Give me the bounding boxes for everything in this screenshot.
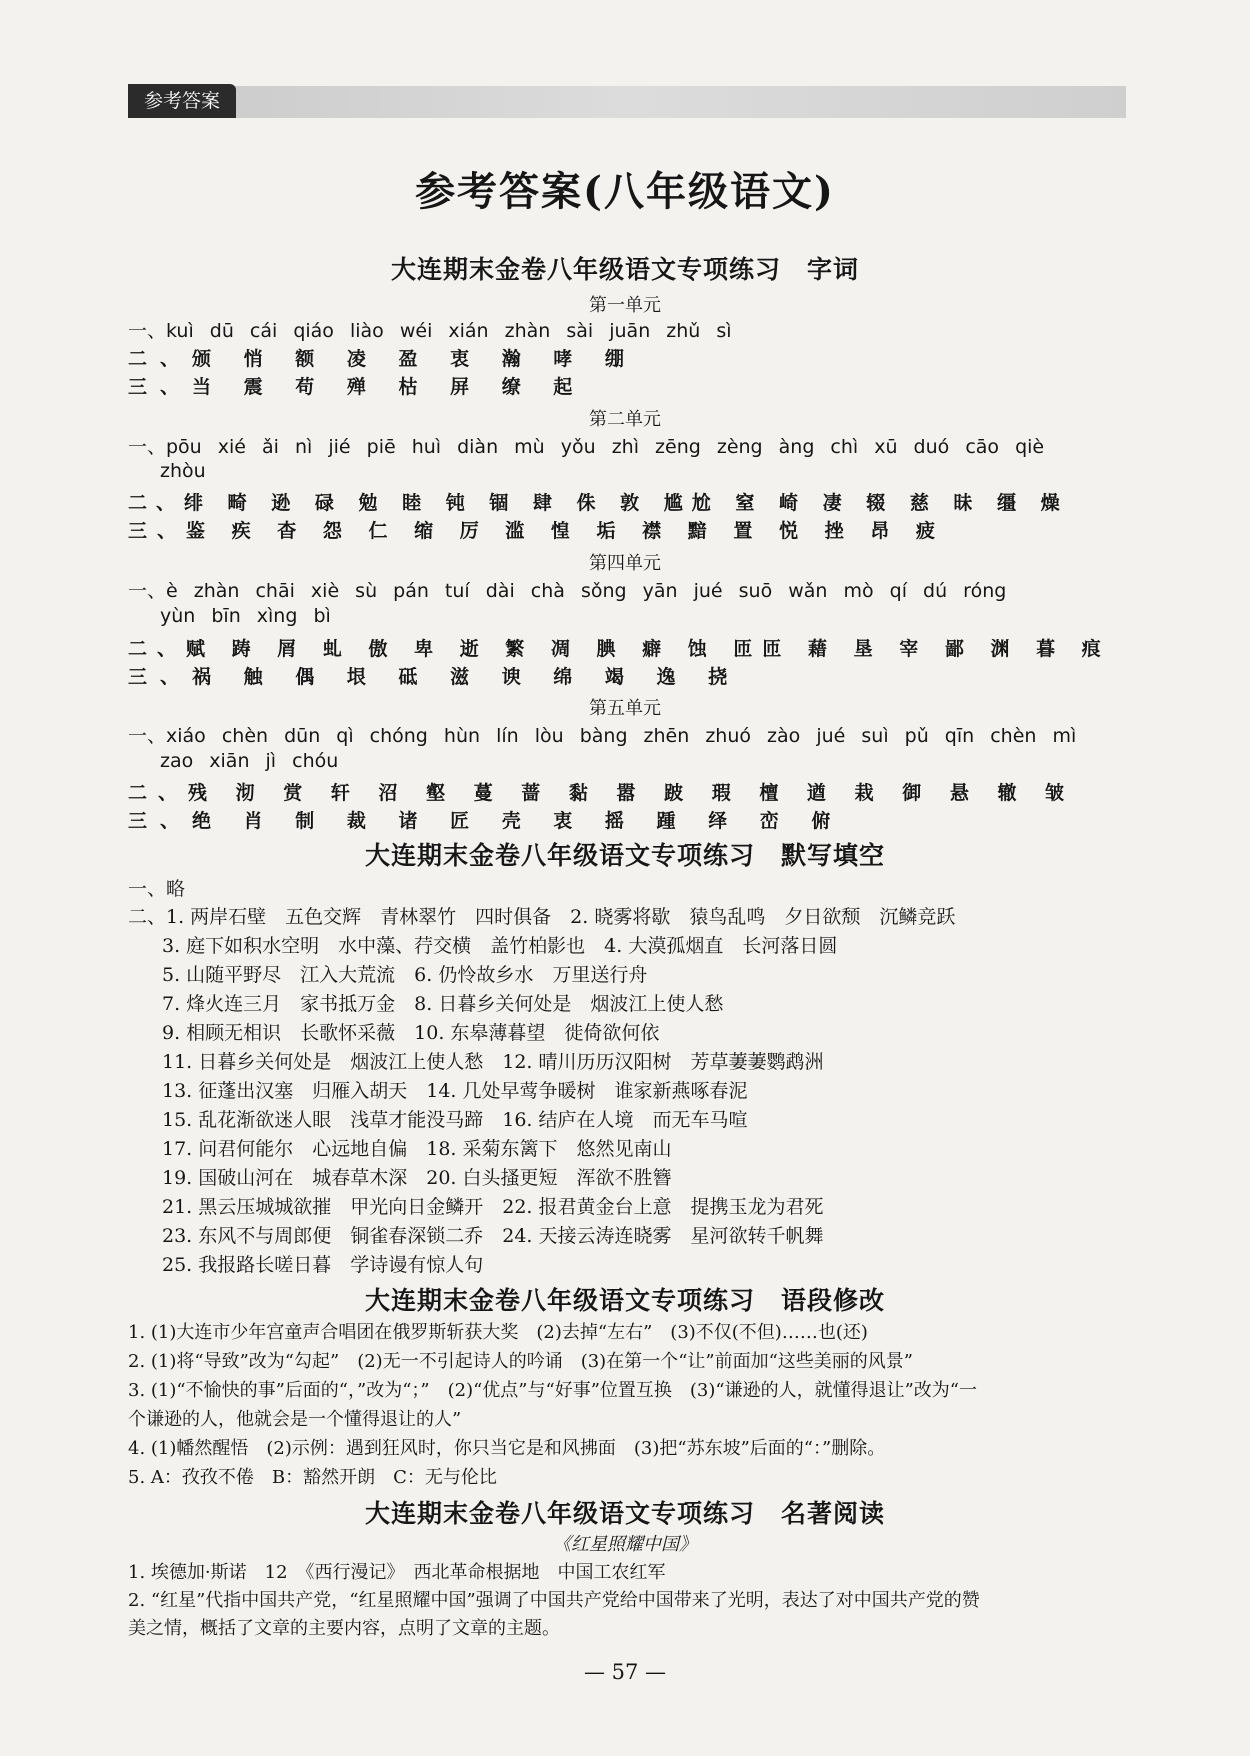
header-tag: 参考答案 [128, 84, 236, 118]
unit1-chars-2: 二、颁 悄 额 凌 盈 衷 瀚 哮 绷 [128, 348, 637, 370]
section-title-mingzhu: 大连期末金卷八年级语文专项练习 名著阅读 [364, 1499, 885, 1528]
yuduan-line: 个谦逊的人，他就会是一个懂得退让的人” [128, 1409, 462, 1430]
unit5-pinyin-cont: zao xiān jì chóu [160, 750, 339, 772]
unit1-chars-3: 三、当 震 苟 殚 枯 屏 缭 起 [128, 376, 586, 398]
book-title: 《红星照耀中国》 [553, 1534, 697, 1555]
section-title-zici: 大连期末金卷八年级语文专项练习 字词 [390, 255, 859, 284]
yuduan-line: 5. A：孜孜不倦 B：豁然开朗 C：无与伦比 [128, 1467, 497, 1488]
mingzhu-line: 美之情，概括了文章的主要内容，点明了文章的主题。 [128, 1618, 560, 1639]
page-number: — 57 — [583, 1660, 667, 1684]
page-title: 参考答案(八年级语文) [415, 168, 835, 215]
unit5-chars-2: 二、残 沏 赏 轩 沼 壑 蔓 蔷 黏 嚣 跛 瑕 檀 遒 栽 御 悬 辙 皱 [128, 782, 1076, 804]
yuduan-line: 1. (1)大连市少年宫童声合唱团在俄罗斯斩获大奖 (2)去掉“左右” (3)不仅(不但)……也(还) [128, 1322, 868, 1343]
section-title-yuduan: 大连期末金卷八年级语文专项练习 语段修改 [364, 1286, 885, 1315]
unit-title-1: 第一单元 [589, 295, 661, 316]
unit2-pinyin-cont: zhòu [160, 460, 206, 482]
unit4-pinyin-cont: yùn bīn xìng bì [160, 605, 331, 627]
moxie-line: 25. 我报路长嗟日暮 学诗谩有惊人句 [162, 1254, 484, 1276]
moxie-line: 二、1. 两岸石壁 五色交辉 青林翠竹 四时俱备 2. 晓雾将歇 猿鸟乱鸣 夕日欲颓 沉鳞竞跃 [128, 906, 956, 928]
yuduan-line: 3. (1)“不愉快的事”后面的“，”改为“；” (2)“优点”与“好事”位置互换 (3)“谦逊的人，就懂得退让”改为“一 [128, 1380, 978, 1401]
moxie-line-0: 一、略 [128, 878, 186, 900]
header-bar [128, 86, 1126, 118]
unit2-pinyin: 一、pōu xié ǎi nì jié piē huì diàn mù yǒu zhì zēng zèng àng chì xū duó cāo qiè [128, 436, 1045, 458]
moxie-line: 3. 庭下如积水空明 水中藻、荇交横 盖竹柏影也 4. 大漠孤烟直 长河落日圆 [162, 935, 838, 957]
moxie-line: 13. 征蓬出汉塞 归雁入胡天 14. 几处早莺争暖树 谁家新燕啄春泥 [162, 1080, 748, 1102]
moxie-line: 21. 黑云压城城欲摧 甲光向日金鳞开 22. 报君黄金台上意 提携玉龙为君死 [162, 1196, 824, 1218]
moxie-line: 15. 乱花渐欲迷人眼 浅草才能没马蹄 16. 结庐在人境 而无车马喧 [162, 1109, 748, 1131]
unit2-chars-3: 三、鉴 疾 杳 怨 仁 缩 厉 滥 惶 垢 襟 黯 置 悦 挫 昂 疲 [128, 520, 945, 542]
yuduan-line: 2. (1)将“导致”改为“勾起” (2)无一不引起诗人的吟诵 (3)在第一个“让”前面加“这些美丽的风景” [128, 1351, 914, 1372]
unit-title-2: 第二单元 [589, 409, 661, 430]
moxie-line: 9. 相顾无相识 长歌怀采薇 10. 东皋薄暮望 徙倚欲何依 [162, 1022, 660, 1044]
unit1-pinyin: 一、kuì dū cái qiáo liào wéi xián zhàn sài juān zhǔ sì [128, 320, 732, 342]
unit-title-4: 第四单元 [589, 553, 661, 574]
moxie-line: 11. 日暮乡关何处是 烟波江上使人愁 12. 晴川历历汉阳树 芳草萋萋鹦鹉洲 [162, 1051, 824, 1073]
moxie-line: 19. 国破山河在 城春草木深 20. 白头搔更短 浑欲不胜簪 [162, 1167, 672, 1189]
unit4-chars-3: 三、祸 触 偶 垠 砥 滋 谀 绵 竭 逸 挠 [128, 666, 741, 688]
unit2-chars-2: 二、绯 畸 逊 碌 勉 睦 钝 锢 肆 侏 敦 尴尬 窒 崎 凄 辍 慈 昧 缰 燥 [128, 492, 1069, 514]
unit5-chars-3: 三、绝 肖 制 裁 诸 匠 壳 衷 摇 踵 绎 峦 俯 [128, 810, 844, 832]
moxie-line: 5. 山随平野尽 江入大荒流 6. 仍怜故乡水 万里送行舟 [162, 964, 648, 986]
section-title-moxie: 大连期末金卷八年级语文专项练习 默写填空 [364, 841, 885, 870]
yuduan-line: 4. (1)幡然醒悟 (2)示例：遇到狂风时，你只当它是和风拂面 (3)把“苏东坡”后面的“：”删除。 [128, 1438, 886, 1459]
mingzhu-line: 1. 埃德加·斯诺 12 《西行漫记》 西北革命根据地 中国工农红军 [128, 1562, 666, 1583]
moxie-line: 7. 烽火连三月 家书抵万金 8. 日暮乡关何处是 烟波江上使人愁 [162, 993, 724, 1015]
unit4-pinyin: 一、è zhàn chāi xiè sù pán tuí dài chà sǒng yān jué suō wǎn mò qí dú róng [128, 580, 1007, 602]
mingzhu-line: 2. “红星”代指中国共产党，“红星照耀中国”强调了中国共产党给中国带来了光明，表达了对中国共产党的赞 [128, 1590, 980, 1611]
unit-title-5: 第五单元 [589, 698, 661, 719]
unit4-chars-2: 二、赋 踌 屑 虬 傲 卑 逝 繁 凋 腆 癖 蚀 匝匝 藉 垦 宰 鄙 渊 暮 痕 [128, 638, 1111, 660]
unit5-pinyin: 一、xiáo chèn dūn qì chóng hùn lín lòu bàng zhēn zhuó zào jué suì pǔ qīn chèn mì [128, 725, 1077, 747]
moxie-line: 17. 问君何能尔 心远地自偏 18. 采菊东篱下 悠然见南山 [162, 1138, 672, 1160]
moxie-line: 23. 东风不与周郎便 铜雀春深锁二乔 24. 天接云涛连晓雾 星河欲转千帆舞 [162, 1225, 824, 1247]
